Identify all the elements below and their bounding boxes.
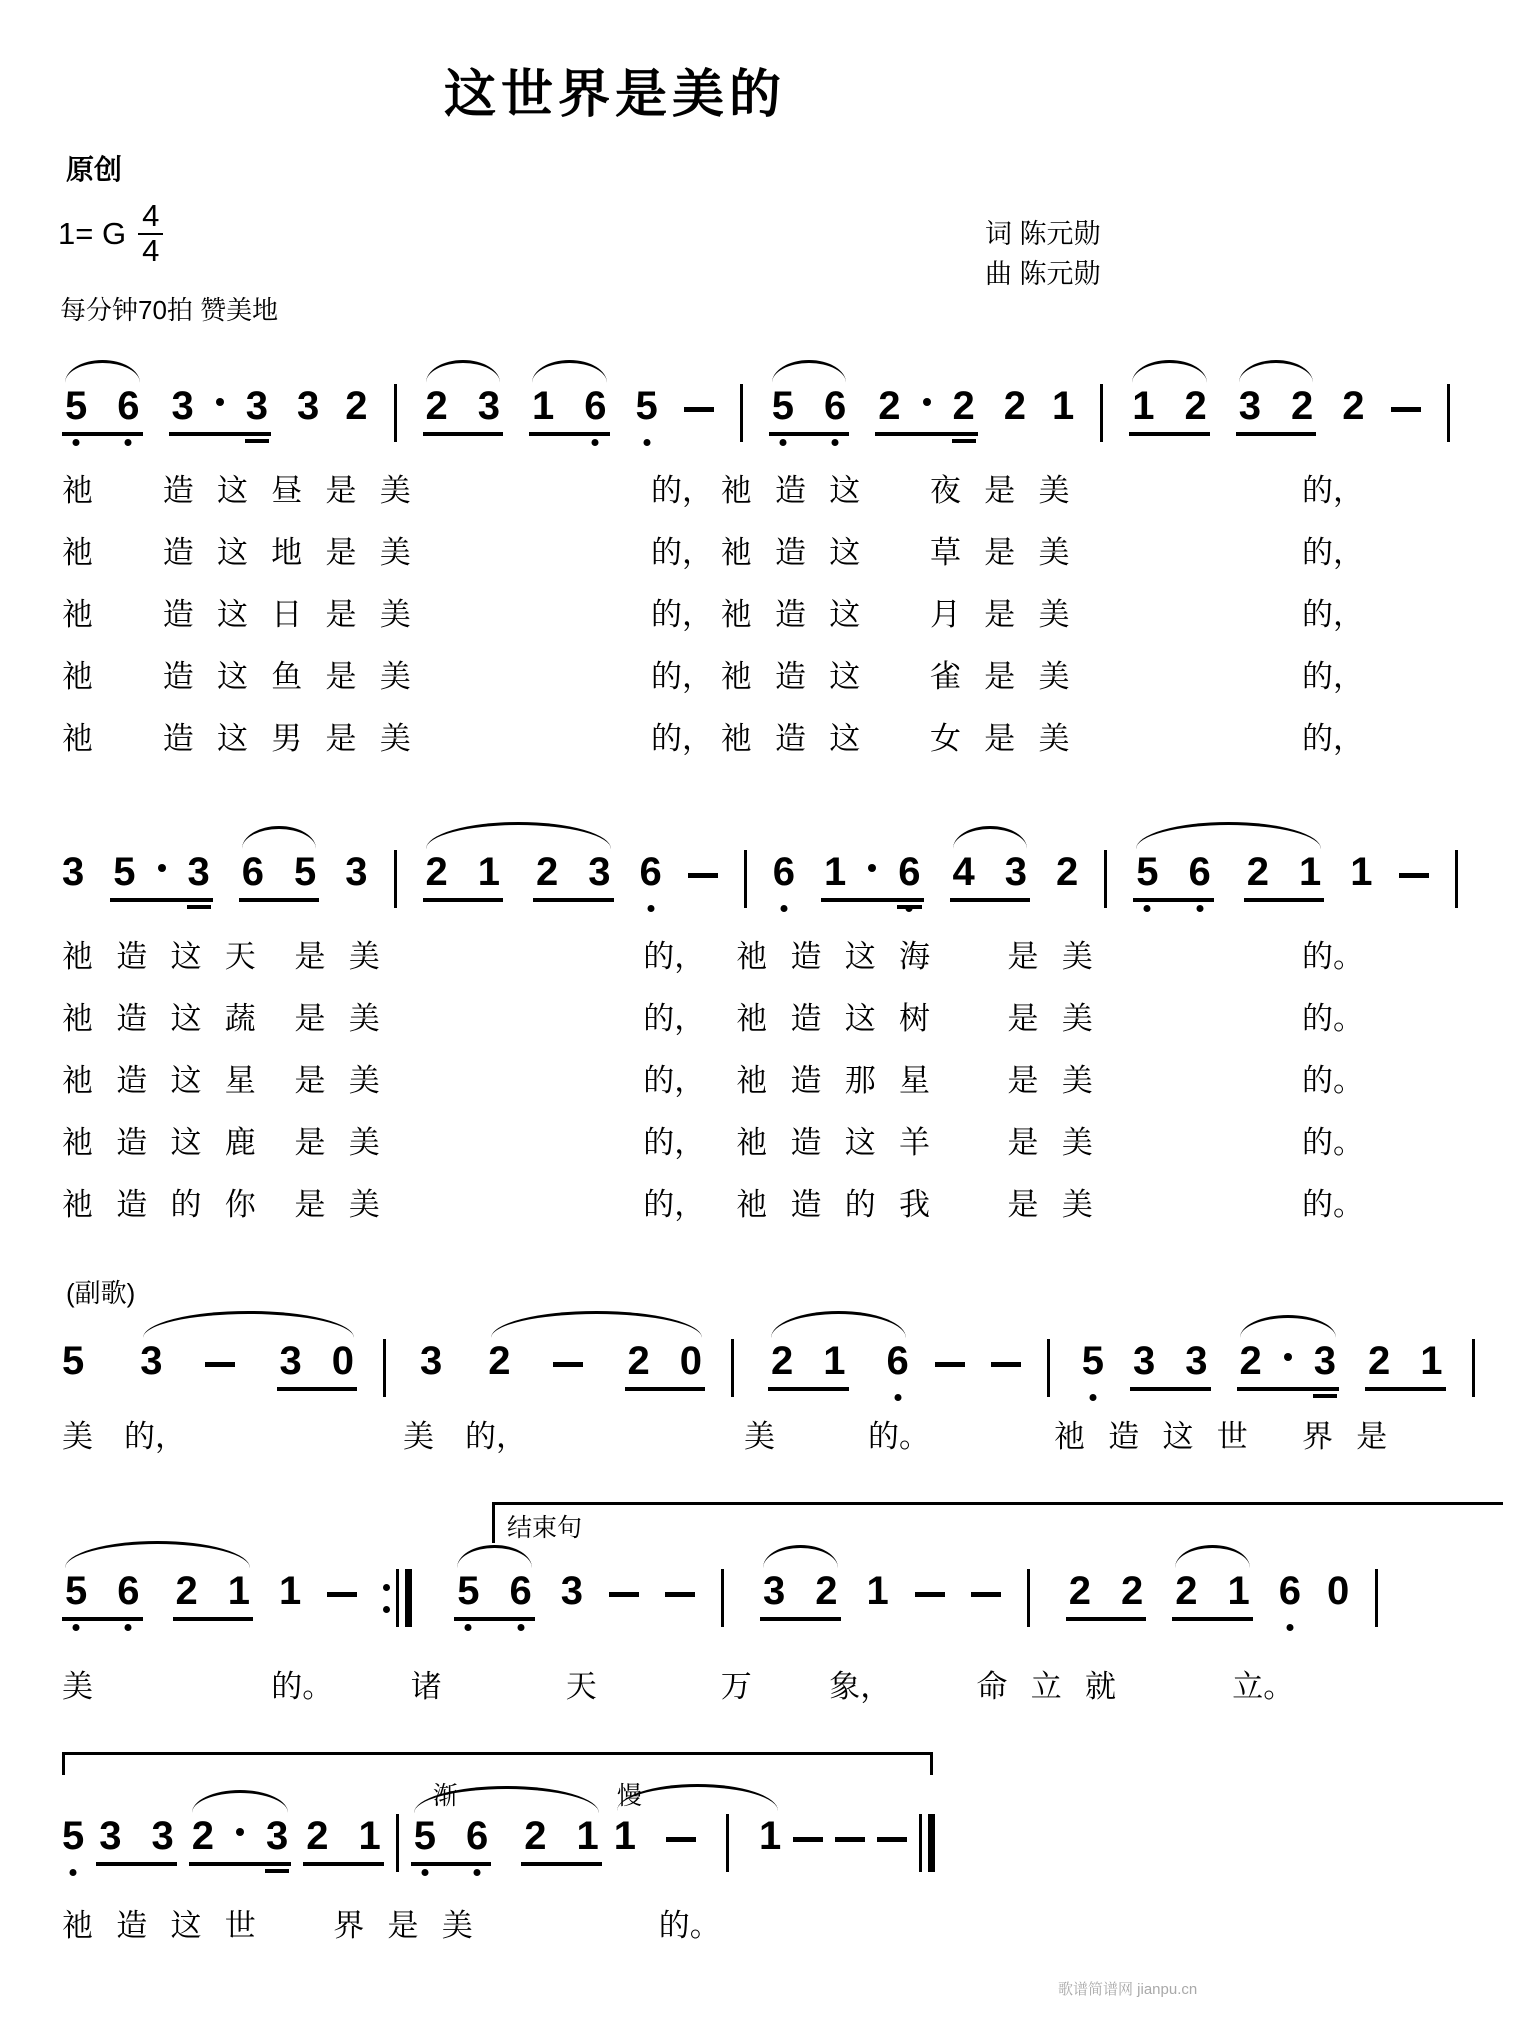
- note-digit: 5: [294, 850, 317, 894]
- note: [1327, 1571, 1349, 1621]
- beam-group: [277, 1341, 358, 1391]
- lyrics-block: [62, 1661, 1510, 1706]
- note-digit: 6: [824, 386, 846, 426]
- barline: [1447, 384, 1450, 442]
- barline: [394, 384, 397, 442]
- duration-dash: [327, 1592, 357, 1597]
- note: [640, 852, 662, 902]
- duration-dash: [793, 1837, 823, 1842]
- note-digit: 1: [227, 1569, 250, 1613]
- note-digit: 3: [297, 384, 320, 428]
- low-octave-dot-icon: [474, 1869, 481, 1876]
- phrase-group: [614, 1814, 782, 1866]
- barline: [394, 850, 397, 908]
- duration-dash: [205, 1362, 235, 1367]
- duration-dash: [666, 1837, 696, 1842]
- low-octave-dot-icon: [780, 905, 787, 912]
- note-digit: 1: [532, 384, 555, 428]
- note-digit: 2: [1068, 1569, 1091, 1613]
- note-digit: 6: [510, 1571, 532, 1611]
- slur-icon: [953, 826, 1028, 849]
- low-octave-dot-icon: [832, 439, 839, 446]
- note-digit: 0: [1327, 1569, 1350, 1613]
- low-octave-dot-icon: [779, 439, 786, 446]
- note-digit: 6: [1189, 852, 1211, 892]
- slur-icon: [1239, 360, 1314, 383]
- beam-group: [189, 1816, 292, 1866]
- lyrics-line: 祂 造 这 天 是 美 的， 祂 造 这 海 是 美 的。: [62, 939, 1364, 974]
- barline: [721, 1569, 724, 1627]
- note-digit: 6: [887, 1341, 909, 1381]
- note-digit: 1: [823, 1339, 846, 1383]
- note-digit: 2: [1184, 384, 1207, 428]
- note-digit: 6: [241, 850, 264, 894]
- original-label: 原创: [66, 154, 123, 185]
- slur-icon: [1132, 360, 1207, 383]
- beam-group: [950, 852, 1031, 902]
- note-digit: 5: [1082, 1341, 1104, 1381]
- low-octave-dot-icon: [125, 439, 132, 446]
- slur-icon: [1240, 1315, 1337, 1338]
- phrase-bracket: [62, 1752, 933, 1775]
- final-barline: [919, 1814, 935, 1872]
- note-digit: 2: [524, 1814, 547, 1858]
- section-label: (副歌): [66, 1278, 136, 1308]
- beam-group: [169, 386, 272, 436]
- double-underline: [245, 439, 269, 443]
- notation-row: [62, 1514, 1510, 1621]
- beam-group: [62, 1571, 143, 1621]
- barline: [726, 1814, 729, 1872]
- note-digit: 6: [466, 1816, 488, 1856]
- thin-barline: [919, 1814, 922, 1872]
- beam-group: [96, 1816, 177, 1866]
- repeat-dot-icon: [383, 1606, 390, 1613]
- note: [561, 1571, 583, 1621]
- note: [140, 1341, 162, 1391]
- beam-group: [454, 1571, 535, 1621]
- double-underline: [187, 905, 211, 909]
- lyrics-line: 祂 造 这 星 是 美 的， 祂 造 那 星 是 美 的。: [62, 1063, 1364, 1098]
- note-digit: 6: [117, 386, 139, 426]
- note: [488, 1341, 510, 1391]
- lyrics-line: 美 的， 美 的， 美 的。 祂 造 这 世 界 是: [62, 1419, 1388, 1454]
- slur-icon: [763, 1545, 838, 1568]
- note-digit: 3: [140, 1339, 163, 1383]
- note-digit: 2: [815, 1569, 838, 1613]
- beam-group: [1237, 1341, 1340, 1391]
- note: [1342, 386, 1364, 436]
- note-digit: 5: [65, 386, 87, 426]
- tempo-change-label: 渐: [433, 1782, 459, 1810]
- note-digit: 6: [773, 852, 795, 892]
- beam-group: [423, 386, 504, 436]
- augmentation-dot-icon: [868, 864, 876, 872]
- note-digit: 1: [613, 1814, 636, 1858]
- note-digit: 5: [772, 386, 794, 426]
- time-signature: [138, 200, 163, 267]
- beam-group: [1133, 852, 1214, 902]
- slur-icon: [1136, 822, 1321, 849]
- note-digit: 3: [588, 850, 611, 894]
- system-ending: [62, 1514, 1510, 1706]
- duration-dash: [665, 1592, 695, 1597]
- note: [297, 386, 319, 436]
- note-digit: 1: [279, 1569, 302, 1613]
- note-digit: 1: [576, 1814, 599, 1858]
- song-title: 这世界是美的: [443, 67, 786, 124]
- beam-group: [769, 386, 850, 436]
- duration-dash: [1399, 873, 1429, 878]
- note: [867, 1571, 889, 1621]
- system-chorus: [62, 1273, 1510, 1456]
- beam-group: [423, 852, 504, 902]
- beam-group: [1365, 1341, 1446, 1391]
- low-octave-dot-icon: [647, 905, 654, 912]
- duration-dash: [684, 407, 714, 412]
- note-digit: 1: [824, 850, 847, 894]
- beam-group: [821, 852, 924, 902]
- beam-group: [768, 1341, 849, 1391]
- lyrics-block: [62, 1900, 1510, 1945]
- phrase-group: [768, 1341, 909, 1391]
- slur-icon: [491, 1311, 702, 1338]
- note-digit: 3: [345, 850, 368, 894]
- note-digit: 2: [771, 1339, 794, 1383]
- note-digit: 2: [191, 1814, 214, 1858]
- barline: [1472, 1339, 1475, 1397]
- beam-group: [411, 1816, 492, 1866]
- double-underline: [265, 1869, 289, 1873]
- low-octave-dot-icon: [73, 1624, 80, 1631]
- duration-dash: [971, 1592, 1001, 1597]
- lyrics-line: 祂 造 这 日 是 美 的， 祂 造 这 月 是 美 的，: [62, 597, 1364, 632]
- barline: [1100, 384, 1103, 442]
- note: [1056, 852, 1078, 902]
- slur-icon: [426, 360, 501, 383]
- lyrics-line: 祂 造 的 你 是 美 的， 祂 造 的 我 是 美 的。: [62, 1187, 1364, 1222]
- note: [62, 1341, 84, 1391]
- note-digit: 2: [425, 384, 448, 428]
- note-digit: 6: [1279, 1571, 1301, 1611]
- lyrics-line: 祂 造 这 鱼 是 美 的， 祂 造 这 雀 是 美 的，: [62, 659, 1364, 694]
- note: [62, 1816, 84, 1866]
- lyrics-block: [62, 1411, 1510, 1456]
- low-octave-dot-icon: [73, 439, 80, 446]
- note-digit: 2: [953, 386, 975, 426]
- note-digit: 3: [477, 384, 500, 428]
- ending-label: 结束句: [507, 1514, 583, 1542]
- system-finale: [62, 1782, 1510, 1945]
- credits: [985, 214, 1101, 294]
- slur-icon: [426, 822, 611, 849]
- note-digit: 3: [560, 1569, 583, 1613]
- double-underline: [1313, 1394, 1337, 1398]
- beam-group: [1066, 1571, 1147, 1621]
- ending-bracket: [492, 1502, 1503, 1543]
- duration-dash: [935, 1362, 965, 1367]
- note-digit: 1: [358, 1814, 381, 1858]
- barline: [731, 1339, 734, 1397]
- lyrics-block: [62, 926, 1510, 1236]
- note-digit: 3: [1004, 850, 1027, 894]
- barline: [383, 1339, 386, 1397]
- note-digit: 4: [952, 850, 975, 894]
- note-digit: 2: [345, 384, 368, 428]
- duration-dash: [609, 1592, 639, 1597]
- time-signature-bottom: 4: [142, 232, 160, 268]
- low-octave-dot-icon: [70, 1869, 77, 1876]
- note-digit: 2: [1056, 850, 1079, 894]
- note-digit: 5: [65, 1571, 87, 1611]
- note: [773, 852, 795, 902]
- slur-icon: [457, 1545, 532, 1568]
- note-digit: 2: [1121, 1569, 1144, 1613]
- augmentation-dot-icon: [236, 1828, 244, 1836]
- note-digit: 3: [420, 1339, 443, 1383]
- notation-row: [62, 1782, 1510, 1866]
- beam-group: [1236, 386, 1317, 436]
- note-digit: 3: [171, 384, 194, 428]
- barline: [1455, 850, 1458, 908]
- note-digit: 1: [866, 1569, 889, 1613]
- note-digit: 1: [1350, 850, 1373, 894]
- note-digit: 5: [414, 1816, 436, 1856]
- lyrics-line: 祂 造 这 世 界 是 美 的。: [62, 1908, 721, 1943]
- note-digit: 3: [151, 1814, 174, 1858]
- phrase-group: [423, 852, 614, 902]
- note-digit: 3: [99, 1814, 122, 1858]
- duration-dash: [835, 1837, 865, 1842]
- note-digit: 2: [536, 850, 559, 894]
- slur-icon: [65, 1541, 250, 1568]
- note: [636, 386, 658, 436]
- note: [614, 1816, 636, 1866]
- barline: [396, 1814, 399, 1872]
- duration-dash: [991, 1362, 1021, 1367]
- barline: [744, 850, 747, 908]
- note-digit: 2: [1003, 384, 1026, 428]
- slur-icon: [192, 1790, 289, 1813]
- lyrics-line: 祂 造 这 鹿 是 美 的， 祂 造 这 羊 是 美 的。: [62, 1125, 1364, 1160]
- note-digit: 3: [188, 852, 210, 892]
- slur-icon: [772, 360, 847, 383]
- beam-group: [760, 1571, 841, 1621]
- thin-barline: [396, 1569, 399, 1627]
- note-digit: 2: [1175, 1569, 1198, 1613]
- note: [1004, 386, 1026, 436]
- note-digit: 1: [477, 850, 500, 894]
- beam-group: [533, 852, 614, 902]
- low-octave-dot-icon: [643, 439, 650, 446]
- barline: [1375, 1569, 1378, 1627]
- key-label: 1= G: [58, 215, 127, 251]
- note-digit: 5: [62, 1339, 85, 1383]
- note-digit: 3: [246, 386, 268, 426]
- beam-group: [1244, 852, 1325, 902]
- double-underline: [952, 439, 976, 443]
- duration-dash: [915, 1592, 945, 1597]
- duration-dash: [688, 873, 718, 878]
- notation-row: [62, 1307, 1510, 1391]
- note-digit: 2: [306, 1814, 329, 1858]
- slur-icon: [1175, 1545, 1250, 1568]
- notation-row: [62, 818, 1510, 902]
- augmentation-dot-icon: [923, 398, 931, 406]
- note-digit: 0: [331, 1339, 354, 1383]
- note-digit: 1: [759, 1814, 782, 1858]
- phrase-group: [411, 1816, 602, 1866]
- note-digit: 6: [898, 852, 920, 892]
- barline: [1027, 1569, 1030, 1627]
- barline: [1047, 1339, 1050, 1397]
- note: [1279, 1571, 1301, 1621]
- low-octave-dot-icon: [1286, 1624, 1293, 1631]
- note-digit: 1: [1227, 1569, 1250, 1613]
- thick-barline: [928, 1814, 935, 1872]
- note-digit: 5: [62, 1816, 84, 1856]
- note-digit: 3: [1185, 1339, 1208, 1383]
- lyrics-line: 祂 造 这 地 是 美 的， 祂 造 这 草 是 美 的，: [62, 535, 1364, 570]
- tempo-marking: 每分钟70拍 赞美地: [60, 295, 279, 325]
- beam-group: [1130, 1341, 1211, 1391]
- beam-group: [239, 852, 320, 902]
- note-digit: 3: [1238, 384, 1261, 428]
- beam-group: [1172, 1571, 1253, 1621]
- note-digit: 2: [1368, 1339, 1391, 1383]
- low-octave-dot-icon: [1196, 905, 1203, 912]
- lyrics-block: [62, 460, 1510, 770]
- note: [1082, 1341, 1104, 1391]
- beam-group: [529, 386, 610, 436]
- system-verse2: [62, 818, 1510, 1236]
- note-digit: 1: [1420, 1339, 1443, 1383]
- augmentation-dot-icon: [158, 864, 166, 872]
- note-digit: 2: [627, 1339, 650, 1383]
- repeat-dot-icon: [383, 1584, 390, 1591]
- note: [420, 1341, 442, 1391]
- note-digit: 2: [1239, 1339, 1262, 1383]
- note-digit: 3: [62, 850, 85, 894]
- lyrics-line: 祂 造 这 昼 是 美 的， 祂 造 这 夜 是 美 的，: [62, 473, 1364, 508]
- note-digit: 2: [878, 384, 901, 428]
- beam-group: [521, 1816, 602, 1866]
- note-digit: 1: [1052, 384, 1075, 428]
- low-octave-dot-icon: [517, 1624, 524, 1631]
- low-octave-dot-icon: [125, 1624, 132, 1631]
- note: [62, 852, 84, 902]
- system-verse1: [62, 352, 1510, 770]
- note: [345, 852, 367, 902]
- phrase-group: [140, 1341, 357, 1391]
- duration-dash: [1391, 407, 1421, 412]
- beam-group: [62, 386, 143, 436]
- low-octave-dot-icon: [465, 1624, 472, 1631]
- beam-group: [110, 852, 213, 902]
- low-octave-dot-icon: [1144, 905, 1151, 912]
- repeat-dots: [383, 1584, 390, 1613]
- note-digit: 2: [1342, 384, 1365, 428]
- tempo-change-label: 慢: [617, 1782, 643, 1810]
- lyrics-line: 美 的。 诸 天 万 象， 命 立 就 立。: [62, 1669, 1295, 1704]
- note-digit: 0: [679, 1339, 702, 1383]
- note-digit: 6: [117, 1571, 139, 1611]
- end-repeat-sign: [383, 1569, 412, 1627]
- note-digit: 2: [488, 1339, 511, 1383]
- lyrics-line: 祂 造 这 蔬 是 美 的， 祂 造 这 树 是 美 的。: [62, 1001, 1364, 1036]
- note: [1350, 852, 1372, 902]
- note: [1052, 386, 1074, 436]
- lyricist-credit: 词 陈元勋: [985, 219, 1101, 249]
- note-digit: 3: [1133, 1339, 1156, 1383]
- phrase-group: [62, 1571, 253, 1621]
- note-digit: 3: [279, 1339, 302, 1383]
- barline: [740, 384, 743, 442]
- low-octave-dot-icon: [1089, 1394, 1096, 1401]
- augmentation-dot-icon: [216, 398, 224, 406]
- watermark: 歌谱简谱网 jianpu.cn: [1058, 1981, 1198, 1998]
- low-octave-dot-icon: [592, 439, 599, 446]
- note-digit: 1: [1132, 384, 1155, 428]
- note: [279, 1571, 301, 1621]
- slur-icon: [242, 826, 317, 849]
- low-octave-dot-icon: [421, 1869, 428, 1876]
- note-digit: 1: [1299, 850, 1322, 894]
- beam-group: [875, 386, 978, 436]
- beam-group: [303, 1816, 384, 1866]
- note-digit: 2: [1291, 384, 1314, 428]
- note: [759, 1816, 781, 1866]
- note-digit: 5: [1136, 852, 1158, 892]
- note-digit: 2: [425, 850, 448, 894]
- duration-dash: [877, 1837, 907, 1842]
- note-digit: 5: [113, 850, 136, 894]
- note-digit: 3: [763, 1569, 786, 1613]
- note-digit: 6: [640, 852, 662, 892]
- lyrics-line: 祂 造 这 男 是 美 的， 祂 造 这 女 是 美 的，: [62, 721, 1364, 756]
- slur-icon: [532, 360, 607, 383]
- phrase-group: [1133, 852, 1324, 902]
- beam-group: [173, 1571, 254, 1621]
- low-octave-dot-icon: [906, 905, 913, 912]
- note-digit: 6: [584, 386, 606, 426]
- beam-group: [625, 1341, 706, 1391]
- thick-barline: [405, 1569, 412, 1627]
- slur-icon: [143, 1311, 354, 1338]
- barline: [1104, 850, 1107, 908]
- phrase-group: [488, 1341, 705, 1391]
- key-time-signature: [58, 200, 163, 267]
- beam-group: [1129, 386, 1210, 436]
- note-digit: 3: [266, 1816, 288, 1856]
- note-digit: 2: [175, 1569, 198, 1613]
- duration-dash: [553, 1362, 583, 1367]
- augmentation-dot-icon: [1284, 1353, 1292, 1361]
- note-digit: 5: [457, 1571, 479, 1611]
- slur-icon: [771, 1311, 906, 1338]
- notation-row: [62, 352, 1510, 436]
- slur-icon: [65, 360, 140, 383]
- note: [345, 386, 367, 436]
- note-digit: 2: [1246, 850, 1269, 894]
- composer-credit: 曲 陈元勋: [985, 259, 1101, 289]
- time-signature-top: 4: [138, 200, 163, 235]
- note-digit: 3: [1314, 1341, 1336, 1381]
- note-digit: 5: [636, 386, 658, 426]
- note: [887, 1341, 909, 1391]
- low-octave-dot-icon: [894, 1394, 901, 1401]
